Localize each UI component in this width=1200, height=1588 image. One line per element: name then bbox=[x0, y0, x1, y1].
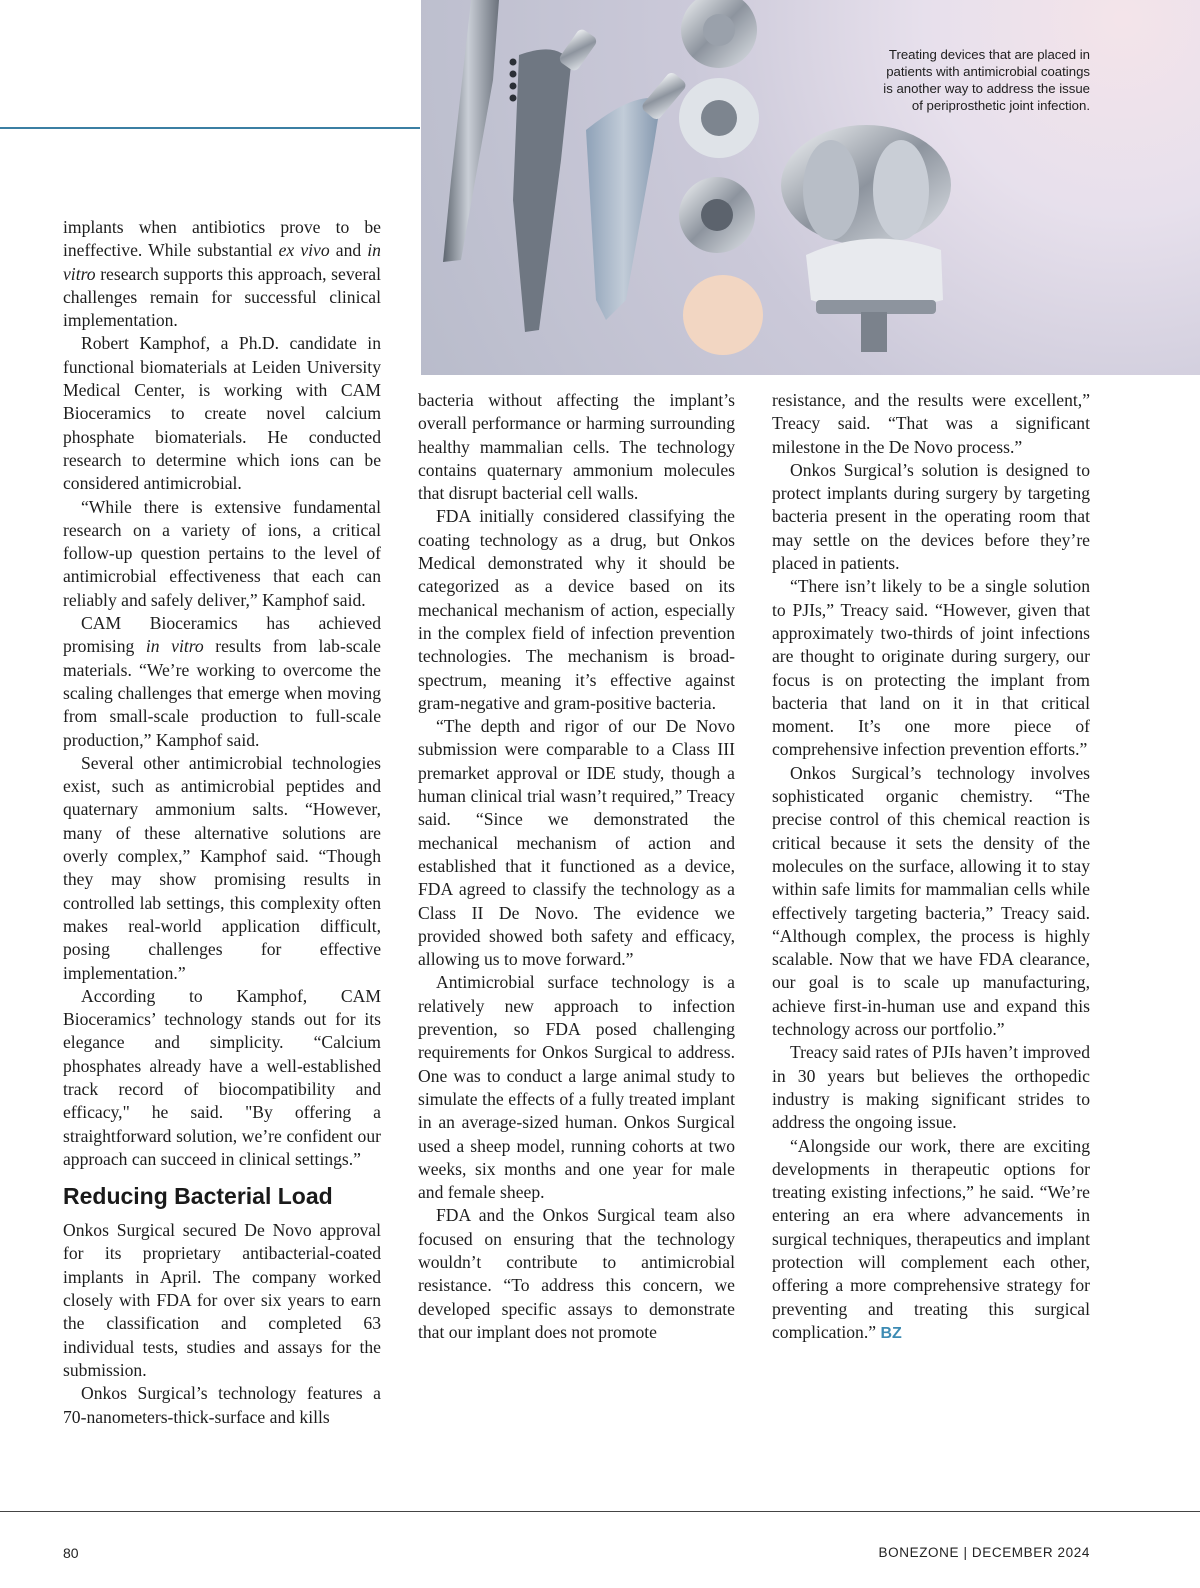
paragraph: Onkos Surgical’s solution is designed to protect implants during surgery by targeting bacteria present in the operating room that may settle on the devices before they’re placed in patients. bbox=[772, 459, 1090, 574]
cup-center bbox=[701, 100, 737, 136]
paragraph: Onkos Surgical’s technology features a 70-nanometers-thick-surface and kills bbox=[63, 1383, 381, 1427]
paragraph: FDA and the Onkos Surgical team also focused on ensuring that the technology wouldn’t contribute to antimicrobial resistance. “To address this concern, we developed specific assays to demonstrate that our implant does not promote bbox=[418, 1205, 735, 1342]
paragraph: resistance, and the results were excellent,” Treacy said. “That was a significant milestone in the De Novo process.” bbox=[772, 390, 1090, 457]
top-rule bbox=[0, 127, 420, 129]
end-mark: BZ bbox=[880, 1324, 902, 1342]
ceramic-head bbox=[683, 275, 763, 355]
tibial-tray bbox=[816, 300, 936, 314]
page-number: 80 bbox=[63, 1545, 79, 1561]
tibial-insert bbox=[806, 239, 943, 310]
cup-center bbox=[701, 199, 733, 231]
stem-hole bbox=[510, 95, 517, 102]
hip-stem-porous bbox=[586, 98, 661, 320]
intramedullary-nail bbox=[443, 0, 499, 262]
paragraph: Onkos Surgical’s technology involves sophisticated organic chemistry. “The precise control of this chemical reaction is critical because it sets the density of the molecules on the surface, allowing it to stay within safe limits for mammalian cells while effectively targeting bacteria,” Treacy said. “Although complex, the process is highly scalable. Now that we have FDA clearance, our goal is to scale up manufacturing, achieve first-in-human use and expand this technology across our portfolio.” bbox=[772, 762, 1090, 1040]
paragraph: implants when antibiotics prove to be ineffective. While substantial ex vivo and in vitro research supports this approach, several challenges remain for successful clinical implementation. bbox=[63, 217, 381, 331]
paragraph: “The depth and rigor of our De Novo submission were comparable to a Class III premarket approval or IDE study, though a human clinical trial wasn’t required,” Treacy said. “Since we demonstrated the mechanical mechanism of action and established that it functioned as a device, FDA agreed to classify the technology as a Class II De Novo. The evidence we provided showed both safety and efficacy, allowing us to move forward.” bbox=[418, 716, 735, 970]
paragraph: Antimicrobial surface technology is a relatively new approach to infection prevention, so FDA posed challenging requirements for Onkos Surgical to address. One was to conduct a large animal study to simulate the effects of a fully treated implant in an average-sized human. Onkos Surgical used a sheep model, running cohorts at two weeks, six months and one year for male and female sheep. bbox=[418, 972, 735, 1203]
tibial-stem bbox=[861, 312, 887, 352]
femoral-condyle bbox=[803, 140, 859, 240]
footer-rule bbox=[0, 1511, 1200, 1512]
paragraph: “There isn’t likely to be a single solution to PJIs,” Treacy said. “However, given that approximately two-thirds of joint infections are thought to originate during surgery, our focus is on protecting the implant from bacteria that land on it in that critical moment. It’s one more piece of comprehensive infection prevention efforts.” bbox=[772, 576, 1090, 760]
photo-caption: Treating devices that are placed in patients with antimicrobial coatings is another way to address the issue of periprosthetic joint infection. bbox=[883, 47, 1090, 113]
paragraph: bacteria without affecting the implant’s overall performance or harming surrounding healthy mammalian cells. The technology contains quaternary ammonium molecules that disrupt bacterial cell walls. bbox=[418, 390, 735, 504]
paragraph: CAM Bioceramics has achieved promising in vitro results from lab-scale materials. “We’re working to overcome the scaling challenges that emerge when moving from small-scale production to full-scale production,” Kamphof said. bbox=[63, 613, 381, 750]
stem-hole bbox=[510, 83, 517, 90]
femoral-condyle bbox=[873, 140, 929, 240]
stem-hole bbox=[510, 59, 517, 66]
paragraph: Robert Kamphof, a Ph.D. candidate in functional biomaterials at Leiden University Medical Center, is working with CAM Bioceramics to create novel calcium phosphate biomaterials. He conducted research to determine which ions can be considered antimicrobial. bbox=[63, 333, 381, 494]
paragraph: “While there is extensive fundamental research on a variety of ions, a critical follow-up question pertains to the level of antimicrobial effectiveness that each can reliably and safely deliver,” Kamphof said. bbox=[63, 496, 381, 610]
paragraph: “Alongside our work, there are exciting developments in therapeutic options for treating existing infections,” he said. “We’re entering an era where advancements in surgical techniques, therapeutics and implant protection will complement each other, offering a more comprehensive strategy for preventing and treating this surgical complication.” BZ bbox=[772, 1135, 1090, 1342]
article-column-3 bbox=[772, 389, 1090, 1345]
section-heading: Reducing Bacterial Load bbox=[63, 1183, 333, 1210]
paragraph: Several other antimicrobial technologies exist, such as antimicrobial peptides and quaternary ammonium salts. “However, many of these alternative solutions are overly complex,” Kamphof said. “Though they may show promising results in controlled lab settings, this complexity often makes real-world application difficult, posing challenges for effective implementation.” bbox=[63, 752, 381, 983]
implants-photo bbox=[421, 0, 1200, 375]
hip-stem-dark bbox=[513, 49, 571, 332]
article-column-1 bbox=[63, 216, 381, 1429]
stem-hole bbox=[510, 71, 517, 78]
footer-masthead: BONEZONE | DECEMBER 2024 bbox=[878, 1545, 1090, 1560]
paragraph: Treacy said rates of PJIs haven’t improved in 30 years but believes the orthopedic industry is making significant strides to address the ongoing issue. bbox=[772, 1042, 1091, 1133]
cup-center bbox=[703, 14, 735, 46]
paragraph: Onkos Surgical secured De Novo approval for its proprietary antibacterial-coated implants in April. The company worked closely with FDA for over six years to earn the classification and completed 63 individual tests, studies and assays for the submission. bbox=[63, 1220, 381, 1380]
article-column-2 bbox=[418, 389, 735, 1344]
paragraph: According to Kamphof, CAM Bioceramics’ technology stands out for its elegance and simplicity. “Calcium phosphates already have a well-established track record of biocompatibility and efficacy," he said. "By offering a straightforward solution, we’re confident our approach can succeed in clinical settings.” bbox=[63, 985, 381, 1169]
paragraph: FDA initially considered classifying the coating technology as a drug, but Onkos Medical demonstrated why it should be categorized as a device based on its mechanical mechanism of action, especially in the complex field of infection prevention technologies. The mechanism is broad-spectrum, meaning it’s effective against gram-negative and gram-positive bacteria. bbox=[418, 506, 735, 713]
